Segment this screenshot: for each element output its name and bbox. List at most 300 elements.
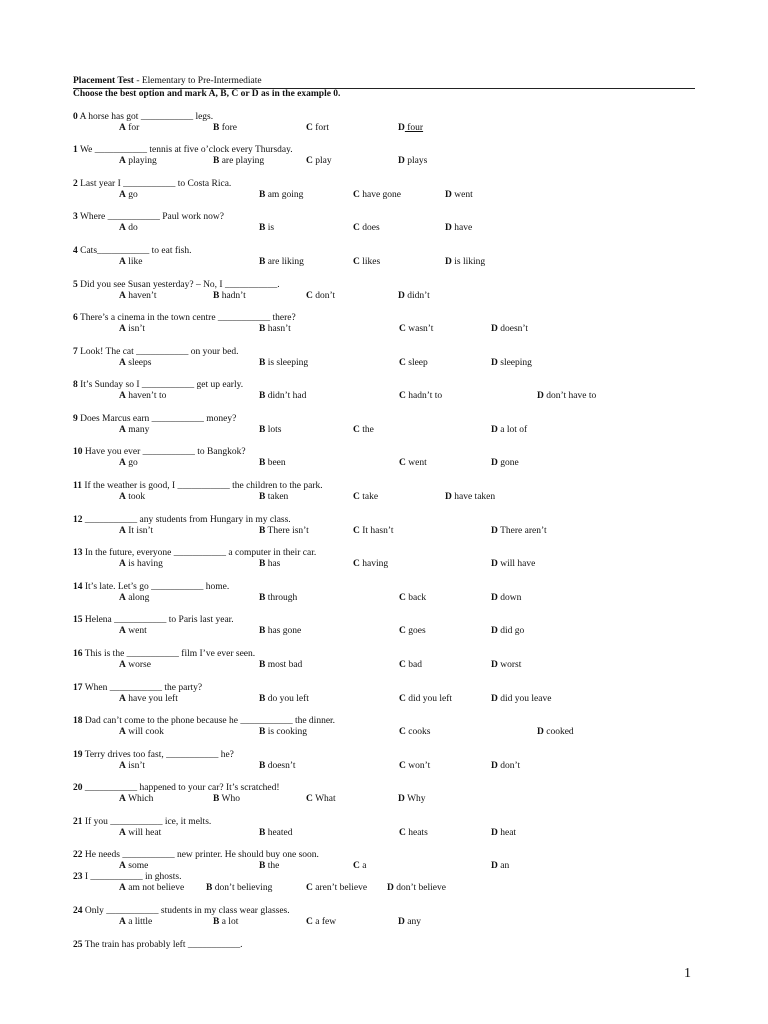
option-text: What bbox=[312, 794, 336, 804]
question-25 bbox=[73, 940, 242, 951]
option-text: a lot of bbox=[497, 425, 528, 435]
option-c[interactable] bbox=[306, 291, 335, 302]
answer-options bbox=[73, 257, 673, 268]
option-a[interactable] bbox=[119, 223, 138, 234]
option-c[interactable] bbox=[399, 324, 433, 335]
option-text: sleep bbox=[405, 358, 428, 368]
option-a[interactable] bbox=[119, 291, 157, 302]
option-c[interactable] bbox=[399, 694, 452, 705]
question-text: There’s a cinema in the town centre ___________ there? bbox=[77, 313, 296, 323]
option-letter: B bbox=[259, 358, 266, 368]
option-b[interactable] bbox=[213, 917, 238, 928]
option-letter: A bbox=[119, 223, 126, 233]
option-letter: C bbox=[353, 526, 360, 536]
option-text: will heat bbox=[125, 828, 162, 838]
option-a[interactable] bbox=[119, 593, 149, 604]
option-c[interactable] bbox=[306, 883, 367, 894]
option-text: play bbox=[312, 156, 332, 166]
option-b[interactable] bbox=[259, 694, 309, 705]
option-a[interactable] bbox=[119, 123, 139, 134]
option-a[interactable] bbox=[119, 391, 166, 402]
option-b[interactable] bbox=[259, 559, 280, 570]
option-d[interactable] bbox=[445, 257, 485, 268]
option-letter: B bbox=[259, 190, 266, 200]
option-letter: B bbox=[259, 223, 266, 233]
option-a[interactable] bbox=[119, 458, 138, 469]
option-text: did you leave bbox=[497, 694, 552, 704]
option-letter: B bbox=[259, 828, 266, 838]
answer-options bbox=[73, 626, 673, 637]
option-letter: C bbox=[399, 727, 406, 737]
option-a[interactable] bbox=[119, 526, 153, 537]
option-text: a lot bbox=[219, 917, 239, 927]
option-text: likes bbox=[359, 257, 381, 267]
option-letter: D bbox=[445, 223, 452, 233]
option-letter: A bbox=[119, 526, 126, 536]
option-text: has gone bbox=[265, 626, 302, 636]
option-letter: A bbox=[119, 727, 126, 737]
option-text: taken bbox=[265, 492, 289, 502]
option-letter: B bbox=[259, 458, 266, 468]
option-text: four bbox=[404, 123, 424, 133]
question-14 bbox=[73, 582, 522, 603]
option-letter: A bbox=[119, 828, 126, 838]
question-3 bbox=[73, 212, 473, 233]
option-b[interactable] bbox=[259, 190, 303, 201]
option-text: haven’t bbox=[125, 291, 157, 301]
question-23 bbox=[73, 872, 446, 893]
question-text: Last year I ___________ to Costa Rica. bbox=[77, 179, 232, 189]
option-text: take bbox=[359, 492, 379, 502]
option-letter: D bbox=[491, 828, 498, 838]
answer-options bbox=[73, 358, 673, 369]
option-letter: C bbox=[306, 156, 313, 166]
option-a[interactable] bbox=[119, 861, 148, 872]
option-c[interactable] bbox=[399, 593, 426, 604]
option-text: It hasn’t bbox=[359, 526, 394, 536]
option-letter: A bbox=[119, 761, 126, 771]
option-a[interactable] bbox=[119, 761, 145, 772]
answer-options bbox=[73, 324, 673, 335]
option-c[interactable] bbox=[399, 660, 422, 671]
question-text: Helena ___________ to Paris last year. bbox=[82, 615, 234, 625]
question-number: 5 bbox=[73, 280, 78, 290]
option-letter: C bbox=[399, 626, 406, 636]
option-letter: D bbox=[491, 660, 498, 670]
option-letter: A bbox=[119, 156, 126, 166]
question-text: If the weather is good, I ___________ the children to the park. bbox=[81, 481, 323, 491]
option-letter: B bbox=[259, 861, 266, 871]
option-a[interactable] bbox=[119, 358, 151, 369]
option-d[interactable] bbox=[398, 917, 421, 928]
option-d[interactable] bbox=[491, 458, 519, 469]
question-text: Where ___________ Paul work now? bbox=[77, 212, 225, 222]
option-d[interactable] bbox=[491, 626, 524, 637]
option-text: am going bbox=[265, 190, 304, 200]
question-text: If you ___________ ice, it melts. bbox=[82, 817, 212, 827]
option-text: sleeps bbox=[125, 358, 152, 368]
option-c[interactable] bbox=[353, 223, 380, 234]
option-a[interactable] bbox=[119, 492, 145, 503]
option-d[interactable] bbox=[537, 727, 574, 738]
option-letter: C bbox=[399, 324, 406, 334]
question-11 bbox=[73, 481, 496, 502]
question-10 bbox=[73, 447, 519, 468]
option-text: go bbox=[125, 190, 138, 200]
option-text: bad bbox=[405, 660, 422, 670]
option-b[interactable] bbox=[259, 391, 306, 402]
option-c[interactable] bbox=[399, 358, 428, 369]
answer-options bbox=[73, 660, 673, 671]
question-text: Terry drives too fast, ___________ he? bbox=[82, 750, 234, 760]
question-number: 3 bbox=[73, 212, 78, 222]
answer-options bbox=[73, 291, 673, 302]
option-letter: A bbox=[119, 593, 126, 603]
option-c[interactable] bbox=[306, 794, 336, 805]
answer-options bbox=[73, 917, 673, 928]
option-d[interactable] bbox=[491, 861, 509, 872]
option-b[interactable] bbox=[259, 526, 309, 537]
option-c[interactable] bbox=[399, 391, 442, 402]
answer-options bbox=[73, 828, 673, 839]
option-d[interactable] bbox=[491, 425, 527, 436]
question-text: Have you ever ___________ to Bangkok? bbox=[82, 447, 246, 457]
option-b[interactable] bbox=[259, 358, 308, 369]
option-letter: B bbox=[259, 492, 266, 502]
option-letter: B bbox=[259, 526, 266, 536]
option-letter: A bbox=[119, 626, 126, 636]
option-letter: C bbox=[399, 458, 406, 468]
option-text: hadn’t to bbox=[405, 391, 443, 401]
option-letter: D bbox=[537, 391, 544, 401]
option-letter: C bbox=[399, 593, 406, 603]
option-text: have bbox=[451, 223, 473, 233]
answer-options bbox=[73, 458, 673, 469]
option-text: It isn’t bbox=[125, 526, 154, 536]
option-a[interactable] bbox=[119, 727, 164, 738]
option-letter: C bbox=[399, 694, 406, 704]
option-d[interactable] bbox=[491, 660, 521, 671]
question-24 bbox=[73, 906, 421, 927]
option-letter: B bbox=[259, 626, 266, 636]
option-c[interactable] bbox=[353, 190, 401, 201]
option-a[interactable] bbox=[119, 626, 147, 637]
question-15 bbox=[73, 615, 525, 636]
question-text: Look! The cat ___________ on your bed. bbox=[77, 347, 239, 357]
option-a[interactable] bbox=[119, 917, 152, 928]
option-letter: C bbox=[306, 123, 313, 133]
option-text: through bbox=[265, 593, 298, 603]
question-number: 9 bbox=[73, 414, 78, 424]
option-c[interactable] bbox=[399, 626, 426, 637]
question-2 bbox=[73, 179, 473, 200]
question-number: 23 bbox=[73, 872, 83, 882]
question-number: 10 bbox=[73, 447, 83, 457]
option-text: some bbox=[125, 861, 149, 871]
option-letter: A bbox=[119, 425, 126, 435]
option-letter: A bbox=[119, 559, 126, 569]
option-text: went bbox=[405, 458, 427, 468]
option-b[interactable] bbox=[259, 425, 281, 436]
question-12 bbox=[73, 515, 547, 536]
option-text: is sleeping bbox=[265, 358, 309, 368]
option-b[interactable] bbox=[213, 291, 246, 302]
option-letter: B bbox=[259, 559, 266, 569]
option-b[interactable] bbox=[259, 660, 302, 671]
option-text: heats bbox=[405, 828, 428, 838]
option-text: many bbox=[125, 425, 150, 435]
question-19 bbox=[73, 750, 521, 771]
option-text: is having bbox=[125, 559, 163, 569]
option-text: don’t believe bbox=[393, 883, 446, 893]
option-d[interactable] bbox=[491, 694, 551, 705]
option-letter: D bbox=[445, 492, 452, 502]
answer-options bbox=[73, 425, 673, 436]
question-number: 22 bbox=[73, 850, 83, 860]
option-c[interactable] bbox=[306, 123, 329, 134]
question-text: Dad can’t come to the phone because he ___________ the dinner. bbox=[82, 716, 336, 726]
option-text: don’t bbox=[312, 291, 336, 301]
option-c[interactable] bbox=[399, 828, 428, 839]
option-letter: A bbox=[119, 190, 126, 200]
option-b[interactable] bbox=[213, 156, 264, 167]
question-number: 19 bbox=[73, 750, 83, 760]
option-a[interactable] bbox=[119, 425, 149, 436]
option-d[interactable] bbox=[445, 223, 472, 234]
option-text: playing bbox=[125, 156, 157, 166]
option-b[interactable] bbox=[206, 883, 272, 894]
option-letter: A bbox=[119, 391, 126, 401]
option-letter: C bbox=[353, 223, 360, 233]
option-letter: A bbox=[119, 794, 126, 804]
option-b[interactable] bbox=[259, 626, 301, 637]
option-text: did go bbox=[497, 626, 525, 636]
option-d[interactable] bbox=[445, 190, 473, 201]
option-text: won’t bbox=[405, 761, 431, 771]
question-5 bbox=[73, 280, 430, 301]
option-d[interactable] bbox=[491, 828, 516, 839]
option-text: took bbox=[125, 492, 146, 502]
question-20 bbox=[73, 783, 426, 804]
option-d[interactable] bbox=[398, 123, 423, 134]
option-d[interactable] bbox=[491, 324, 528, 335]
option-text: don’t have to bbox=[543, 391, 597, 401]
option-text: have taken bbox=[451, 492, 496, 502]
option-b[interactable] bbox=[213, 794, 240, 805]
option-text: aren’t believe bbox=[312, 883, 368, 893]
option-letter: B bbox=[259, 694, 266, 704]
option-text: worse bbox=[125, 660, 151, 670]
question-text: When ___________ the party? bbox=[82, 683, 203, 693]
option-text: cooked bbox=[543, 727, 574, 737]
option-text: hasn’t bbox=[265, 324, 291, 334]
option-c[interactable] bbox=[353, 526, 393, 537]
option-letter: C bbox=[399, 660, 406, 670]
option-a[interactable] bbox=[119, 257, 143, 268]
option-letter: C bbox=[306, 794, 313, 804]
question-text: ___________ any students from Hungary in my class. bbox=[82, 515, 291, 525]
question-text: It’s late. Let’s go ___________ home. bbox=[82, 582, 230, 592]
option-d[interactable] bbox=[491, 761, 520, 772]
option-b[interactable] bbox=[213, 123, 237, 134]
option-letter: D bbox=[445, 190, 452, 200]
option-text: along bbox=[125, 593, 150, 603]
option-text: a bbox=[359, 861, 367, 871]
option-letter: C bbox=[306, 917, 313, 927]
question-text: Does Marcus earn ___________ money? bbox=[77, 414, 237, 424]
question-number: 4 bbox=[73, 246, 78, 256]
option-text: the bbox=[265, 861, 280, 871]
question-number: 21 bbox=[73, 817, 83, 827]
option-text: cooks bbox=[405, 727, 431, 737]
option-text: any bbox=[404, 917, 421, 927]
option-a[interactable] bbox=[119, 324, 145, 335]
question-text: He needs ___________ new printer. He should buy one soon. bbox=[82, 850, 319, 860]
answer-options bbox=[73, 223, 673, 234]
option-text: am not believe bbox=[125, 883, 185, 893]
option-a[interactable] bbox=[119, 828, 161, 839]
question-number: 12 bbox=[73, 515, 83, 525]
option-d[interactable] bbox=[537, 391, 596, 402]
question-number: 0 bbox=[73, 112, 78, 122]
option-b[interactable] bbox=[259, 761, 296, 772]
option-b[interactable] bbox=[259, 324, 291, 335]
option-letter: B bbox=[259, 257, 266, 267]
option-text: plays bbox=[404, 156, 428, 166]
option-letter: B bbox=[213, 794, 220, 804]
option-d[interactable] bbox=[491, 593, 521, 604]
option-c[interactable] bbox=[306, 156, 332, 167]
option-letter: D bbox=[491, 593, 498, 603]
question-text: It’s Sunday so I ___________ get up early. bbox=[77, 380, 244, 390]
option-a[interactable] bbox=[119, 883, 184, 894]
option-b[interactable] bbox=[259, 593, 297, 604]
question-text: I ___________ in ghosts. bbox=[82, 872, 182, 882]
option-letter: C bbox=[399, 761, 406, 771]
option-c[interactable] bbox=[399, 458, 427, 469]
option-b[interactable] bbox=[259, 861, 279, 872]
option-text: sleeping bbox=[497, 358, 532, 368]
answer-options bbox=[73, 593, 673, 604]
answer-options bbox=[73, 526, 673, 537]
option-letter: D bbox=[398, 123, 405, 133]
option-c[interactable] bbox=[399, 761, 430, 772]
option-d[interactable] bbox=[398, 794, 426, 805]
option-b[interactable] bbox=[259, 492, 288, 503]
option-letter: C bbox=[353, 190, 360, 200]
option-c[interactable] bbox=[353, 425, 374, 436]
option-letter: A bbox=[119, 291, 126, 301]
option-text: didn’t bbox=[404, 291, 430, 301]
option-d[interactable] bbox=[491, 559, 535, 570]
answer-options bbox=[73, 761, 673, 772]
option-letter: C bbox=[353, 425, 360, 435]
option-letter: A bbox=[119, 458, 126, 468]
question-number: 20 bbox=[73, 783, 83, 793]
question-21 bbox=[73, 817, 517, 838]
option-text: go bbox=[125, 458, 138, 468]
option-c[interactable] bbox=[353, 492, 378, 503]
question-number: 11 bbox=[73, 481, 82, 491]
option-letter: A bbox=[119, 694, 126, 704]
option-letter: B bbox=[259, 425, 266, 435]
question-4 bbox=[73, 246, 486, 267]
answer-options bbox=[73, 694, 673, 705]
option-b[interactable] bbox=[259, 223, 274, 234]
option-letter: B bbox=[259, 391, 266, 401]
option-c[interactable] bbox=[353, 861, 366, 872]
option-d[interactable] bbox=[491, 358, 532, 369]
option-a[interactable] bbox=[119, 660, 151, 671]
option-text: is cooking bbox=[265, 727, 308, 737]
option-c[interactable] bbox=[353, 257, 380, 268]
answer-options bbox=[73, 794, 673, 805]
option-letter: A bbox=[119, 358, 126, 368]
test-header bbox=[73, 76, 695, 89]
option-a[interactable] bbox=[119, 190, 138, 201]
option-letter: D bbox=[491, 358, 498, 368]
option-letter: A bbox=[119, 917, 126, 927]
option-text: is bbox=[265, 223, 275, 233]
option-b[interactable] bbox=[259, 828, 293, 839]
question-22 bbox=[73, 850, 510, 871]
answer-options bbox=[73, 492, 673, 503]
option-letter: D bbox=[491, 694, 498, 704]
question-13 bbox=[73, 548, 536, 569]
option-text: back bbox=[405, 593, 427, 603]
option-text: isn’t bbox=[125, 761, 145, 771]
option-a[interactable] bbox=[119, 559, 163, 570]
option-a[interactable] bbox=[119, 794, 153, 805]
option-text: an bbox=[497, 861, 510, 871]
question-6 bbox=[73, 313, 529, 334]
question-number: 17 bbox=[73, 683, 83, 693]
option-letter: A bbox=[119, 324, 126, 334]
option-letter: B bbox=[213, 123, 220, 133]
option-letter: D bbox=[491, 559, 498, 569]
option-letter: C bbox=[353, 257, 360, 267]
question-text: In the future, everyone ___________ a computer in their car. bbox=[82, 548, 317, 558]
answer-options bbox=[73, 883, 673, 894]
option-text: went bbox=[451, 190, 473, 200]
answer-options bbox=[73, 861, 673, 872]
option-text: gone bbox=[497, 458, 519, 468]
option-a[interactable] bbox=[119, 694, 178, 705]
option-d[interactable] bbox=[387, 883, 446, 894]
option-c[interactable] bbox=[353, 559, 388, 570]
option-b[interactable] bbox=[259, 458, 286, 469]
option-b[interactable] bbox=[259, 727, 307, 738]
option-c[interactable] bbox=[399, 727, 430, 738]
option-d[interactable] bbox=[445, 492, 495, 503]
question-number: 13 bbox=[73, 548, 83, 558]
option-a[interactable] bbox=[119, 156, 157, 167]
option-letter: B bbox=[259, 660, 266, 670]
option-d[interactable] bbox=[398, 156, 427, 167]
option-letter: B bbox=[213, 291, 220, 301]
option-text: for bbox=[125, 123, 140, 133]
question-number: 24 bbox=[73, 906, 83, 916]
option-d[interactable] bbox=[398, 291, 430, 302]
option-c[interactable] bbox=[306, 917, 336, 928]
question-number: 15 bbox=[73, 615, 83, 625]
answer-options bbox=[73, 391, 673, 402]
option-b[interactable] bbox=[259, 257, 304, 268]
option-d[interactable] bbox=[491, 526, 547, 537]
option-text: heat bbox=[497, 828, 517, 838]
option-letter: D bbox=[398, 156, 405, 166]
option-letter: D bbox=[491, 425, 498, 435]
